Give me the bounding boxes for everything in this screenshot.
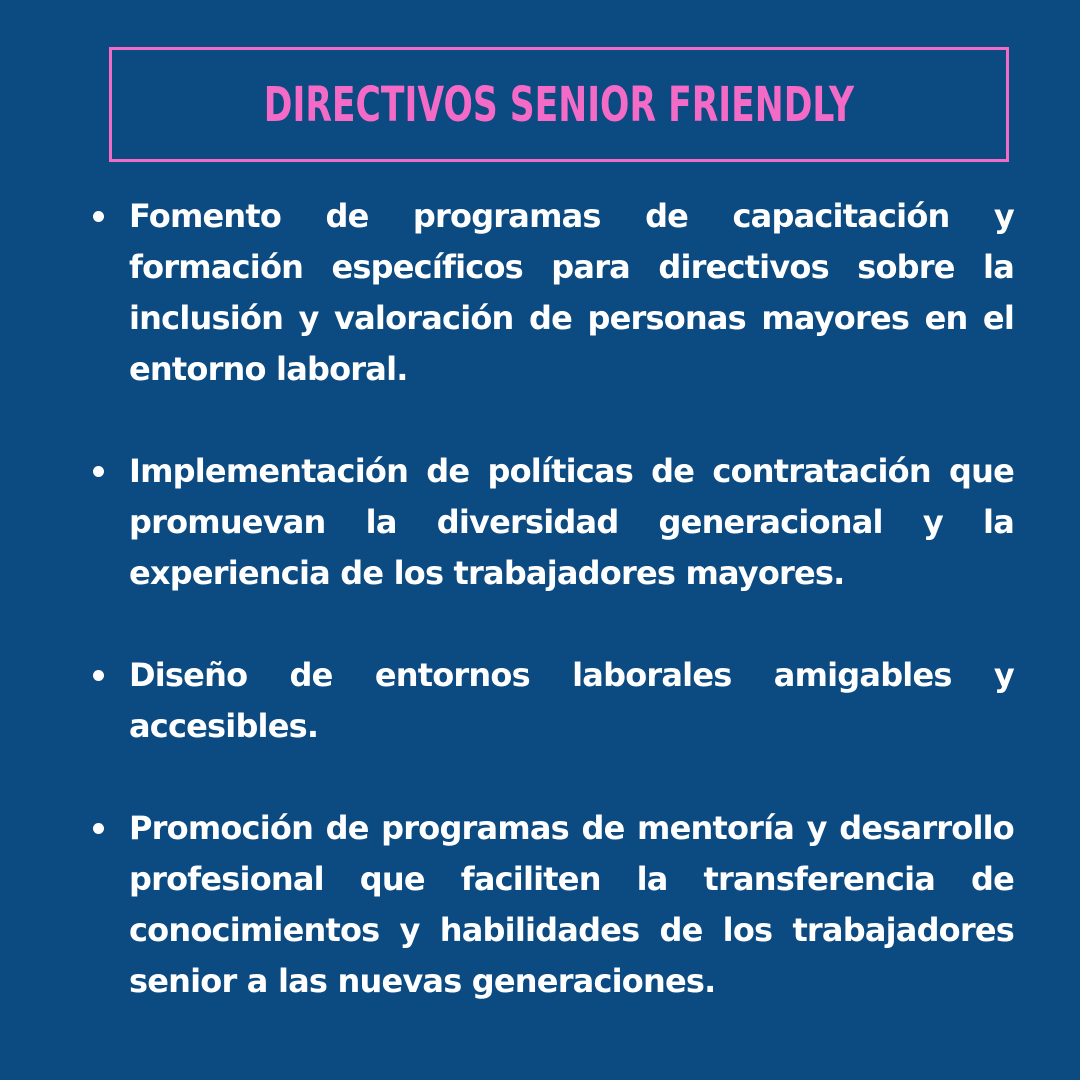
list-item-text: Implementación de políticas de contratación que promuevan la diversidad generacional y la experiencia de los trabajadores mayores. [129, 452, 1014, 592]
list-item [90, 650, 1014, 752]
list-item [90, 191, 1014, 395]
bullet-icon [93, 823, 104, 834]
title-frame [109, 47, 1009, 162]
bullet-icon [93, 211, 104, 222]
list-item-text: Diseño de entornos laborales amigables y accesibles. [129, 656, 1014, 745]
list-item-text: Promoción de programas de mentoría y desarrollo profesional que faciliten la transferencia de conocimientos y habilidades de los trabajadores senior a las nuevas generaciones. [129, 809, 1014, 1000]
list-item-text: Fomento de programas de capacitación y formación específicos para directivos sobre la inclusión y valoración de personas mayores en el entorno laboral. [129, 197, 1014, 388]
list-item [90, 803, 1014, 1007]
list-item [90, 446, 1014, 599]
bullet-list [90, 191, 1014, 1007]
page-title: DIRECTIVOS SENIOR FRIENDLY [263, 76, 855, 133]
bullet-icon [93, 466, 104, 477]
bullet-icon [93, 670, 104, 681]
